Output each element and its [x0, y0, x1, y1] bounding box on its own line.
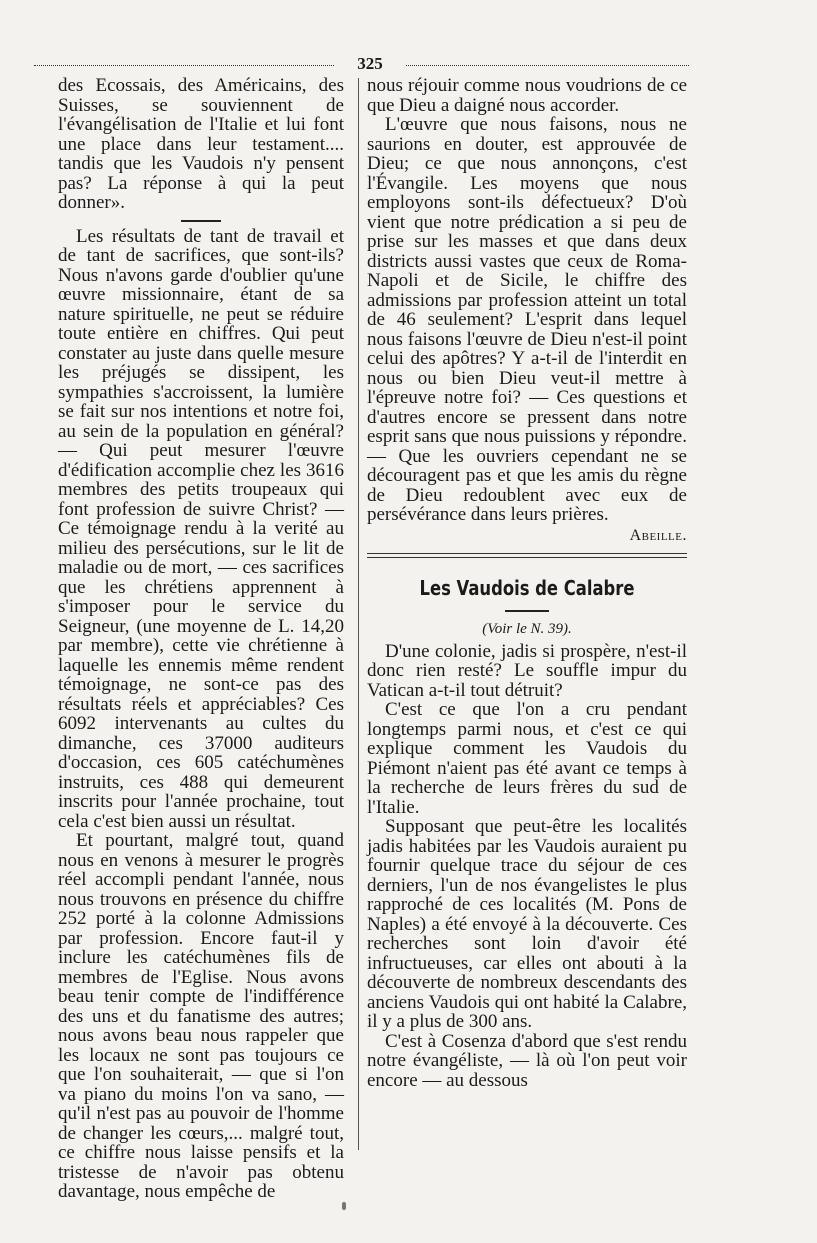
- paragraph: des Ecossais, des Américains, des Suisses, se souviennent de l'évangélisation de l'Italie et lui font une place dans leur testament.... tandis que les Vaudois n'y pensent pas? La réponse à qui la peut donner».: [58, 75, 344, 213]
- paragraph: C'est ce que l'on a cru pendant longtemps parmi nous, et c'est ce qui explique comment les Vaudois du Piémont n'aient pas été avant ce temps à la recherche de leurs frères du sud de l'Italie.: [367, 699, 687, 818]
- paragraph: Et pourtant, malgré tout, quand nous en venons à mesurer le progrès réel accompli pendant l'année, nous nous trouvons en présence du chiffre 252 porté à la colonne Admissions par profession. Encore faut-il y inclure les catéchumènes fils de membres de l'Eglise. Nous avons beau tenir compte de l'indifférence des uns et du fanatisme des autres; nous avons beau nous rappeler que les locaux ne sont pas toujours ce que l'on souhaiterait, — que si l'on va piano du moins l'on va sano, — qu'il n'est pas au pouvoir de l'homme de changer les cœurs,... malgré tout, ce chiffre nous laisse pensifs et la tristesse de n'avoir pas obtenu davantage, nous empêche de: [58, 830, 344, 1202]
- paragraph: Supposant que peut-être les localités jadis habitées par les Vaudois auraient pu fournir quelque trace du séjour de ces derniers, l'un de nos évangelistes le plus rapproché de ces localités (M. Pons de Naples) a été envoyé à la découverte. Ces recherches sont loin d'avoir été infructueuses, car elles ont abouti à la découverte de nombreux descendants des anciens Vaudois qui ont habité la Calabre, il y a plus de 300 ans.: [367, 816, 687, 1032]
- separator-rule: [181, 220, 221, 222]
- signature: Abeille.: [629, 526, 687, 544]
- paragraph: L'œuvre que nous faisons, nous ne saurions en douter, est approuvée de Dieu; ce que nous annonçons, c'est l'Évangile. Les moyens que nous employons sont-ils défectueux? D'où vient que notre prédication a si peu de prise sur les masses et que dans deux districts aussi vastes que ceux de Roma-Napoli et de Sicile, le chiffre des admissions par profession atteint un total de 46 seulement? L'esprit dans lequel nous faisons l'œuvre de Dieu n'est-il point celui des apôtres? Y a-t-il de l'interdit en nous ou bien Dieu veut-il mettre à l'épreuve notre foi? — Ces questions et d'autres encore se pressent dans notre esprit sans que nous puissions y répondre. — Que les ouvriers cependant ne se découragent pas et que les amis du règne de Dieu redoublent avec eux de persévérance dans leurs prières.: [367, 114, 687, 525]
- title-rule: [505, 610, 549, 612]
- header-rule-left: [34, 65, 334, 66]
- paragraph: D'une colonie, jadis si prospère, n'est-il donc rien resté? Le souffle impur du Vatican a-t-il tout détruit?: [367, 640, 687, 701]
- header-rule-right: [406, 65, 689, 66]
- column-divider: [358, 78, 359, 1150]
- paragraph: Les résultats de tant de travail et de tant de sacrifices, que sont-ils? Nous n'avons garde d'oublier qu'une œuvre missionnaire, étant de sa nature spirituelle, ne peut se réduire toute entière en chiffres. Qui peut constater au juste dans quelle mesure les préjugés se dissipent, les sympathies s'accroissent, la lumière se fait sur nos intentions et notre foi, au sein de la population en général? — Qui peut mesurer l'œuvre d'édification accomplie chez les 3616 membres des petits troupeaux qui font profession de suivre Christ? — Ce témoignage rendu à la verité au milieu des persécutions, sur le lit de maladie ou de mort, — ces sacrifices que les chrétiens apprennent à s'imposer pour le service du Seigneur, (une moyenne de L. 14,20 par membre), cette vie chrétienne à laquelle les ennemis même rendent témoignage, ne sont-ce pas des résultats réels et appréciables? Ces 6092 intervenants au cultes du dimanche, ces 37000 auditeurs d'occasion, ces 605 catéchumènes instruits, ces 488 qui demeurent inscrits pour l'année prochaine, tout cela c'est bien aussi un résultat.: [58, 225, 344, 832]
- print-mark: [342, 1202, 346, 1210]
- section-title: Les Vaudois de Calabre: [419, 575, 635, 600]
- left-column: [58, 76, 344, 1202]
- right-column: [367, 76, 687, 1090]
- reference-note: (Voir le N. 39).: [482, 620, 572, 637]
- paragraph: C'est à Cosenza d'abord que s'est rendu notre évangéliste, — là où l'on peut voir encore — au dessous: [367, 1030, 687, 1091]
- section-separator: [367, 553, 687, 558]
- page-number: 325: [357, 54, 383, 73]
- paragraph: nous réjouir comme nous voudrions de ce que Dieu a daigné nous accorder.: [367, 75, 687, 116]
- page-header: [34, 56, 689, 74]
